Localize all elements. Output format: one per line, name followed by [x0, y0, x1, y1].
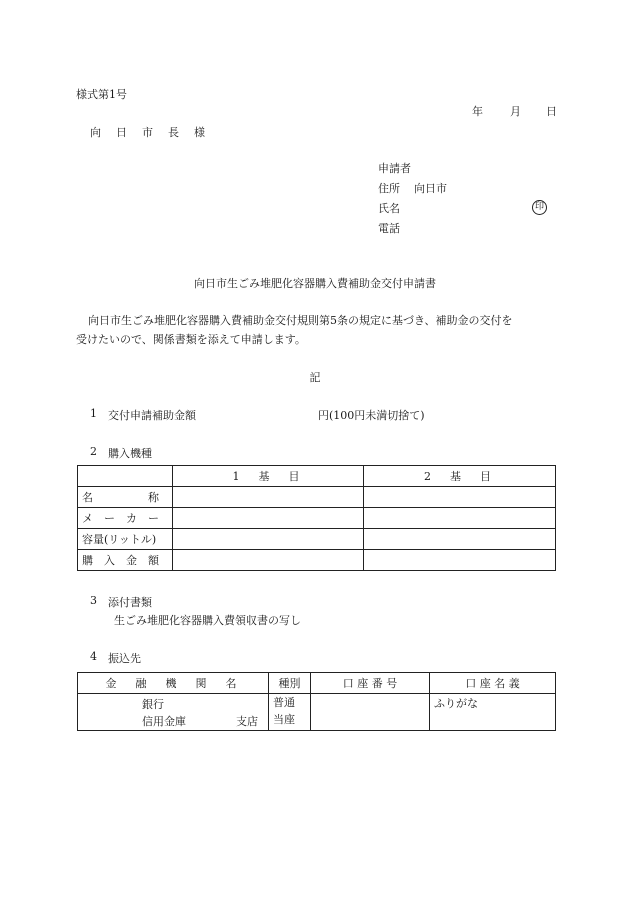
- row-label: メ ー カ ー: [78, 508, 173, 529]
- bank-transfer-table: [77, 672, 556, 731]
- section2-number: 2: [90, 445, 97, 458]
- table-row: [78, 529, 556, 550]
- document-title: 向日市生ごみ堆肥化容器購入費補助金交付申請書: [194, 277, 436, 290]
- unit2-cell[interactable]: [364, 508, 556, 529]
- table-row: [78, 550, 556, 571]
- table-row: [78, 694, 556, 731]
- seal-text: 印: [532, 200, 547, 215]
- row-label: 容量(リットル): [78, 529, 173, 550]
- section1-number: 1: [90, 407, 97, 420]
- address-label: 住所: [378, 182, 400, 195]
- corner-cell: [78, 466, 173, 487]
- table-header-row: [78, 466, 556, 487]
- unit2-cell[interactable]: [364, 529, 556, 550]
- phone-label: 電話: [378, 222, 400, 235]
- seal-mark: [532, 199, 547, 215]
- row-label: 名 称: [78, 487, 173, 508]
- applicant-heading: 申請者: [378, 162, 411, 175]
- unit2-cell[interactable]: [364, 550, 556, 571]
- account-number-cell[interactable]: [311, 694, 430, 731]
- type-ordinary: 普通: [273, 696, 295, 709]
- section1-label: 交付申請補助金額: [108, 409, 196, 422]
- date-month-label: 月: [510, 105, 521, 118]
- unit1-cell[interactable]: [173, 508, 364, 529]
- section1-suffix: 円(100円未満切捨て): [318, 409, 425, 422]
- section4-label: 振込先: [108, 652, 141, 665]
- section3-number: 3: [90, 594, 97, 607]
- unit1-cell[interactable]: [173, 529, 364, 550]
- table-row: [78, 487, 556, 508]
- section3-label: 添付書類: [108, 596, 152, 609]
- credit-union-label: 信用金庫: [142, 715, 186, 728]
- date-day-label: 日: [546, 105, 557, 118]
- address-value: 向日市: [414, 182, 447, 195]
- body-line-1: 向日市生ごみ堆肥化容器購入費補助金交付規則第5条の規定に基づき、補助金の交付を: [88, 314, 513, 327]
- table-row: [78, 508, 556, 529]
- account-holder-cell[interactable]: [430, 694, 556, 731]
- column-header: 金 融 機 関 名: [78, 673, 269, 694]
- column-header: 種別: [269, 673, 311, 694]
- name-label: 氏名: [378, 202, 400, 215]
- unit2-cell[interactable]: [364, 487, 556, 508]
- type-current: 当座: [273, 713, 295, 726]
- column-header: 1 基 目: [173, 466, 364, 487]
- furigana-label: ふりがな: [434, 697, 478, 710]
- table-header-row: [78, 673, 556, 694]
- section3-item: 生ごみ堆肥化容器購入費領収書の写し: [114, 614, 301, 627]
- body-line-2: 受けたいので、関係書類を添えて申請します。: [76, 333, 306, 346]
- purchase-model-table: [77, 465, 556, 571]
- column-header: 口 座 番 号: [311, 673, 430, 694]
- row-label: 購 入 金 額: [78, 550, 173, 571]
- addressee: 向 日 市 長 様: [90, 126, 207, 139]
- branch-label: 支店: [236, 715, 258, 728]
- unit1-cell[interactable]: [173, 550, 364, 571]
- bank-label: 銀行: [142, 698, 164, 711]
- section4-number: 4: [90, 650, 97, 663]
- unit1-cell[interactable]: [173, 487, 364, 508]
- section2-label: 購入機種: [108, 447, 152, 460]
- account-type-cell[interactable]: [269, 694, 311, 731]
- column-header: 2 基 目: [364, 466, 556, 487]
- ki-marker: 記: [309, 371, 321, 384]
- date-year-label: 年: [472, 105, 483, 118]
- column-header: 口 座 名 義: [430, 673, 556, 694]
- bank-name-cell[interactable]: [78, 694, 269, 731]
- form-number: 様式第1号: [76, 88, 127, 101]
